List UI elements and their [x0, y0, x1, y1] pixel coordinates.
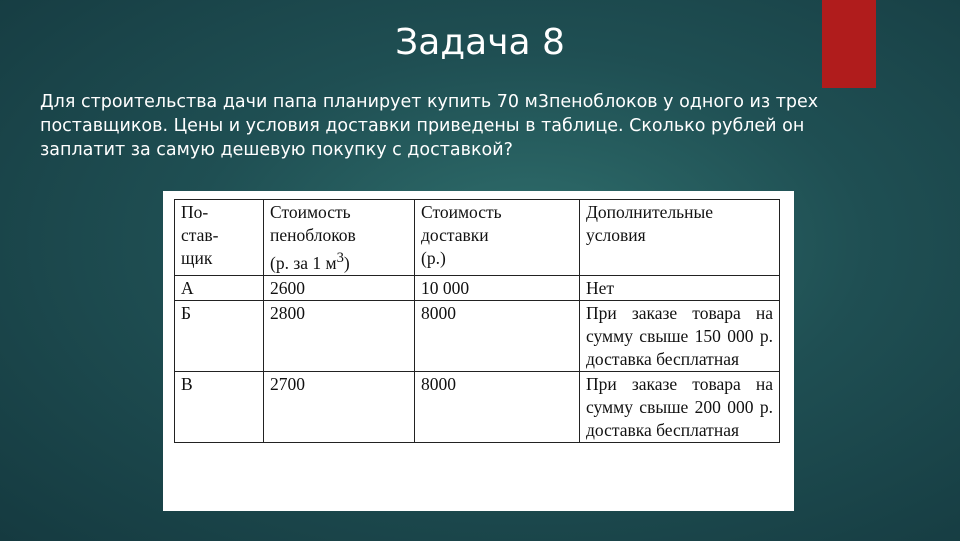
cell-supplier: В: [175, 371, 264, 442]
header-conditions: Дополнительные условия: [580, 200, 780, 276]
slide-title: Задача 8: [395, 22, 565, 63]
supplier-table-image: [163, 191, 794, 511]
table-header-row: [175, 200, 780, 276]
cell-delivery: 10 000: [415, 275, 580, 300]
table-row: [175, 371, 780, 442]
cell-supplier: Б: [175, 300, 264, 371]
cell-delivery: 8000: [415, 371, 580, 442]
header-supplier: По- став- щик: [175, 200, 264, 276]
header-price: Стоимость пеноблоков (р. за 1 $м^3$): [264, 200, 415, 276]
cell-conditions: Нет: [580, 275, 780, 300]
cell-price: 2700: [264, 371, 415, 442]
supplier-table: [174, 199, 780, 443]
cell-price: 2600: [264, 275, 415, 300]
cell-conditions: При заказе товара на сумму свыше 200 000 р. доставка бесплатная: [580, 371, 780, 442]
table-row: [175, 275, 780, 300]
cell-conditions: При заказе товара на сумму свыше 150 000 р. доставка бесплатная: [580, 300, 780, 371]
table-row: [175, 300, 780, 371]
problem-text: Для строительства дачи папа планирует купить 70 м3пеноблоков у одного из трех поставщиков. Цены и условия доставки приведены в таблице. Сколько рублей он заплатит за самую дешевую покупку с доставкой?: [40, 92, 819, 160]
cell-supplier: А: [175, 275, 264, 300]
cell-price: 2800: [264, 300, 415, 371]
header-delivery: Стоимость доставки (р.): [415, 200, 580, 276]
cell-delivery: 8000: [415, 300, 580, 371]
